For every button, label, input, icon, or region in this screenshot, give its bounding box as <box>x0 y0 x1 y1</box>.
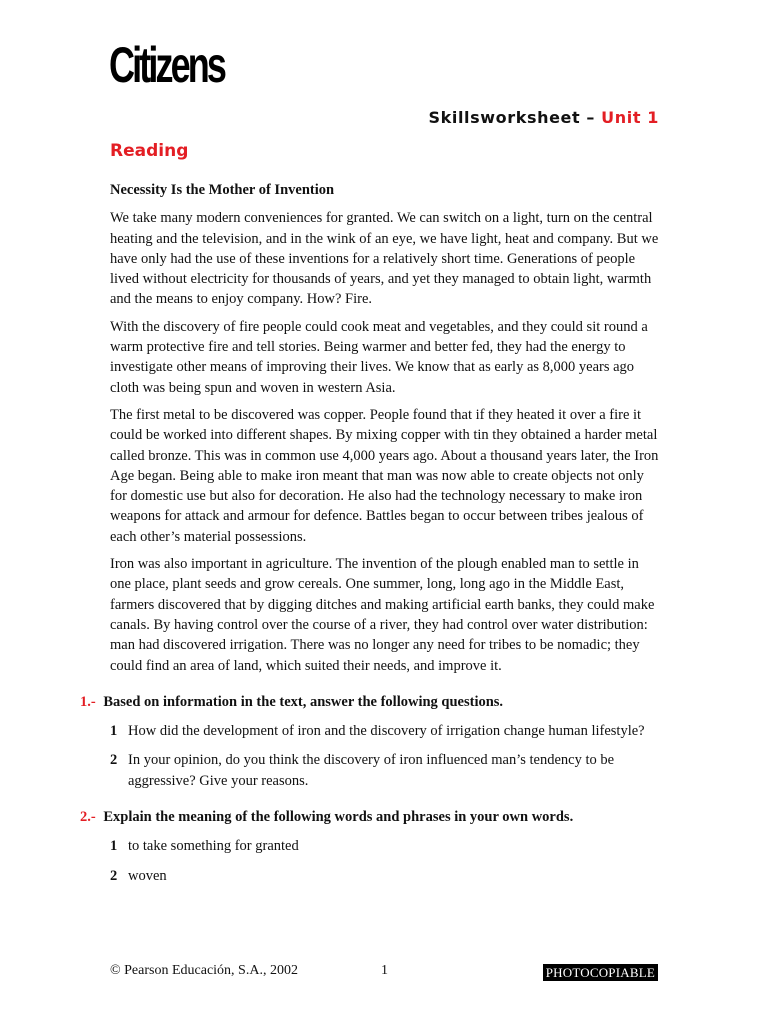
item-number: 1 <box>110 838 118 855</box>
article-title: Necessity Is the Mother of Invention <box>110 182 335 198</box>
worksheet-title <box>429 108 659 127</box>
question-2-heading <box>80 807 662 827</box>
article-paragraph: With the discovery of fire people could cook meat and vegetables, and they could sit round a warm protective fire and tell stories. Being warmer and better fed, they had the energy to investigate other means of improving their lives. We know that as early as 8,000 years ago cloth was being spun and woven in western Asia. <box>110 318 648 396</box>
copyright-notice: © Pearson Educación, S.A., 2002 <box>110 963 298 978</box>
item-number: 2 <box>110 867 118 884</box>
citizens-logo: Citizens <box>109 37 224 93</box>
item-number: 2 <box>110 752 118 769</box>
question-number: 2.- <box>80 809 96 826</box>
question-number: 1.- <box>80 693 96 710</box>
question-item <box>110 836 662 856</box>
item-number: 1 <box>110 723 118 740</box>
unit-label: Unit 1 <box>601 108 659 127</box>
item-text: woven <box>128 867 167 884</box>
question-1-heading <box>80 692 662 712</box>
question-item <box>110 721 662 741</box>
item-text: In your opinion, do you think the discovery of iron influenced man’s tendency to be aggressive? Give your reasons. <box>128 752 615 789</box>
article-paragraph: The first metal to be discovered was copper. People found that if they heated it over a fire it could be worked into different shapes. By mixing copper with tin they obtained a harder metal called bronze. This was in common use 4,000 years ago. About a thousand years later, the Iron Age began. Being able to make iron meant that man was now able to create objects not only for domestic use but also for decoration. He also had the technology necessary to make iron weapons for attack and armour for defence. Battles began to occur between tribes jealous of each other’s material possessions. <box>110 406 659 545</box>
worksheet-content <box>80 180 662 895</box>
question-item <box>110 866 662 886</box>
question-instruction: Based on information in the text, answer the following questions. <box>103 693 504 710</box>
article-paragraph: Iron was also important in agriculture. The invention of the plough enabled man to settle in one place, plant seeds and grow cereals. One summer, long, long ago in the Middle East, farmers discovered that by digging ditches and making artificial earth banks, they could make canals. By having control over the course of a river, they had control over water distribution: man had discovered irrigation. There was no longer any need for tribes to be nomadic; they could find an area of land, which suited their needs, and improve it. <box>110 556 655 674</box>
worksheet-title-prefix: Skillsworksheet – <box>428 108 602 127</box>
item-text: to take something for granted <box>128 838 299 855</box>
article-paragraph: We take many modern conveniences for granted. We can switch on a light, turn on the central heating and the television, and in the wink of an eye, we have light, heat and company. But we have only had the use of these inventions for a relatively short time. Generations of people lived without electricity for thousands of years, and yet they managed to obtain light, warmth and the means to enjoy company. How? Fire. <box>110 210 659 308</box>
page-footer <box>110 963 662 983</box>
question-instruction: Explain the meaning of the following words and phrases in your own words. <box>103 809 574 826</box>
photocopiable-badge: PHOTOCOPIABLE <box>543 964 658 981</box>
section-heading: Reading <box>110 141 189 161</box>
question-item <box>110 750 662 791</box>
item-text: How did the development of iron and the discovery of irrigation change human lifestyle? <box>128 723 645 740</box>
page-number: 1 <box>381 963 388 978</box>
